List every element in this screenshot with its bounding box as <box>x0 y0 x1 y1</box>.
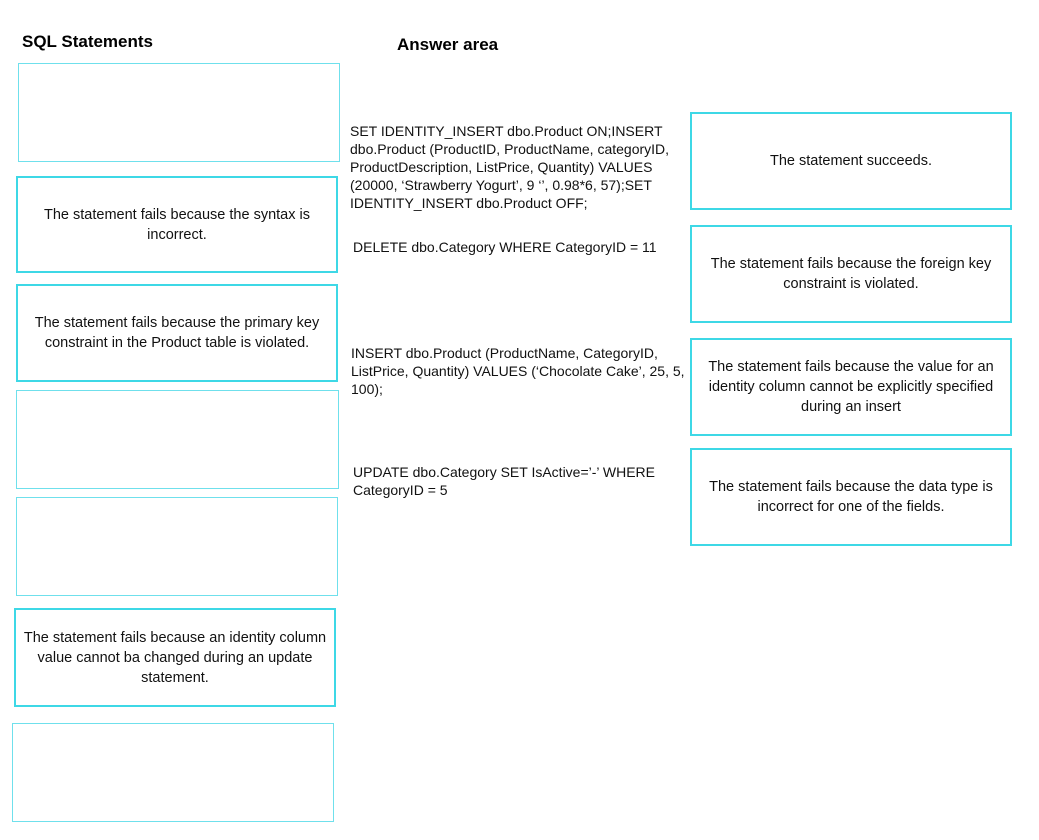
answer-slot-1[interactable] <box>690 112 1012 210</box>
answer-slot-2[interactable] <box>690 225 1012 323</box>
sql-statement-update: UPDATE dbo.Category SET IsActive=’-’ WHERE CategoryID = 5 <box>353 464 655 498</box>
answer-slot-label: The statement succeeds. <box>770 153 932 169</box>
answer-slot-3[interactable] <box>690 338 1012 436</box>
option-tile-label: The statement fails because an identity column value cannot ba changed during an update statement. <box>23 629 327 686</box>
sql-statements-heading: SQL Statements <box>22 32 154 51</box>
answer-slot-label: The statement fails because the data type is incorrect for one of the fields. <box>709 479 993 515</box>
option-tile-label: The statement fails because the syntax is incorrect. <box>44 206 310 243</box>
option-tile-empty[interactable] <box>18 63 340 162</box>
option-tile-label: The statement fails because the primary key constraint in the Product table is violated. <box>34 315 320 351</box>
answer-slot-4[interactable] <box>690 448 1012 546</box>
sql-statement-delete: DELETE dbo.Category WHERE CategoryID = 11 <box>353 239 657 255</box>
option-tile-syntax-incorrect[interactable] <box>16 176 338 273</box>
sql-statement-insert: INSERT dbo.Product (ProductName, CategoryID, ListPrice, Quantity) VALUES (‘Chocolate Cake’, 25, 5, 100); <box>351 345 685 397</box>
option-tile-empty[interactable] <box>12 723 334 822</box>
answer-slot-label: The statement fails because the value for an identity column cannot be explicitly specified during an insert <box>708 359 994 415</box>
answer-area-heading: Answer area <box>397 35 499 54</box>
answer-slot-label: The statement fails because the foreign key constraint is violated. <box>710 256 992 292</box>
option-tile-primary-key-violated[interactable] <box>16 284 338 382</box>
option-tile-empty[interactable] <box>16 390 339 489</box>
option-tile-identity-update[interactable] <box>14 608 336 707</box>
option-tile-empty[interactable] <box>16 497 338 596</box>
sql-statement-identity-insert: SET IDENTITY_INSERT dbo.Product ON;INSERT dbo.Product (ProductID, ProductName, categoryID, ProductDescription, ListPrice, Quantity) VALUES (20000, ‘Strawberry Yogurt’, 9 ‘’, 0.98*6, 57);SET IDENTITY_INSERT dbo.Product OFF; <box>350 123 670 211</box>
